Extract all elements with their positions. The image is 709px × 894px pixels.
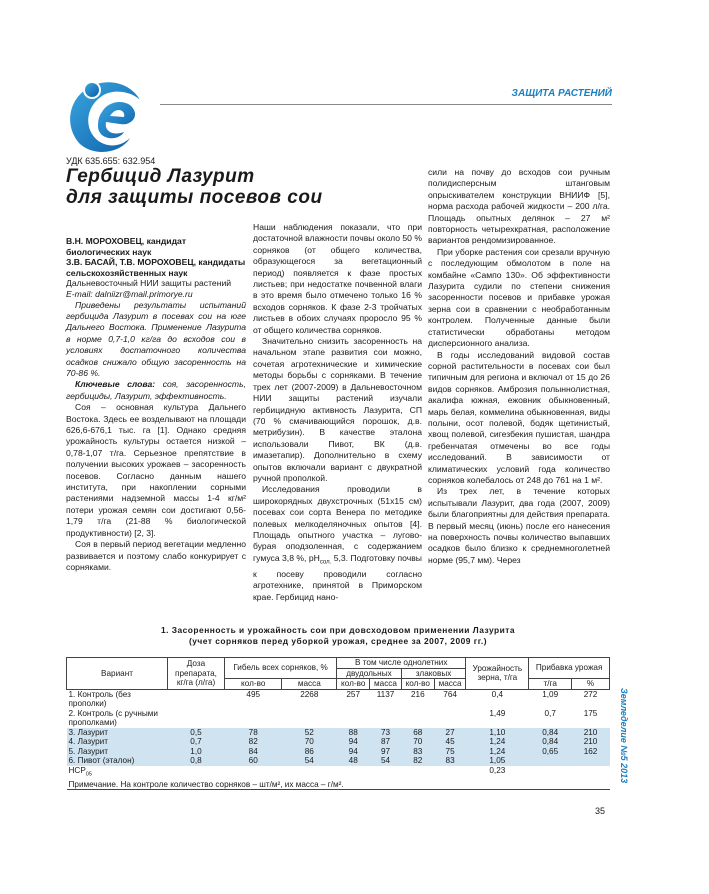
header-mass: масса bbox=[434, 679, 465, 690]
title-line-2: для защиты посевов сои bbox=[66, 187, 323, 208]
section-title: ЗАЩИТА РАСТЕНИЙ bbox=[511, 88, 612, 99]
col2-paragraph-3 bbox=[253, 484, 422, 603]
cell-mc-count: 83 bbox=[401, 747, 434, 757]
table-caption-line-2: (учет сорняков перед уборкой урожая, среднее за 2007, 2009 гг.) bbox=[188, 636, 488, 646]
cell-d-mass: 54 bbox=[282, 756, 337, 766]
column-2 bbox=[253, 222, 422, 603]
hcp-subscript: 05 bbox=[85, 771, 92, 778]
author-email: E-mail: dalniizr@mail.primorye.ru bbox=[66, 288, 193, 299]
table-note: Примечание. На контроле количество сорняков – шт/м², их масса – г/м². bbox=[67, 780, 610, 790]
header-tha: т/га bbox=[529, 679, 572, 690]
cell-mc-mass: 75 bbox=[434, 747, 465, 757]
cell-dc-count: 94 bbox=[337, 747, 370, 757]
cell-d-mass: 86 bbox=[282, 747, 337, 757]
abstract: Приведены результаты испытаний гербицида Лазурит в посевах сои на юге Дальнего Востока. Применение Лазурита в норме 0,7-1,0 кг/га до всходов сои в условиях достаточного количества осадков снижало общую засоренность на 70-86 %. bbox=[66, 299, 246, 378]
cell-mc-mass: 764 bbox=[443, 689, 457, 699]
table-row bbox=[67, 709, 610, 728]
ph-subscript: сол. bbox=[319, 559, 332, 566]
cell-dc-mass: 1137 bbox=[376, 689, 395, 699]
results-table bbox=[66, 657, 610, 790]
keywords-text: соя, засоренность, гербициды, Лазурит, эффективность. bbox=[66, 379, 246, 401]
cell-d-mass bbox=[282, 709, 337, 728]
page-number: 35 bbox=[595, 806, 606, 816]
header-yield: Урожайность зерна, т/га bbox=[466, 658, 529, 690]
cell-dose bbox=[168, 709, 225, 728]
cell-mc-mass: 45 bbox=[434, 737, 465, 747]
cell-variant: 1. Контроль (без прополки) bbox=[68, 689, 131, 708]
cell-mc-count: 82 bbox=[401, 756, 434, 766]
cell-mc-count bbox=[401, 709, 434, 728]
cell-dc-count bbox=[337, 709, 370, 728]
cell-d-count: 82 bbox=[225, 737, 282, 747]
cell-d-count: 78 bbox=[225, 728, 282, 738]
header-increase: Прибавка урожая bbox=[529, 658, 610, 679]
article-title bbox=[66, 166, 323, 208]
col2-paragraph-2: Значительно снизить засоренность на начальном этапе развития сои можно, сочетая агротехнические и химические методы борьбы с сорняками. В течение трех лет (2007-2009) в Дальневосточном НИИ защиты растений изучали гербицидную активность Лазурита, СП (70 % смачивающийся порошок, д.в. метрибузин). В качестве эталона использовали Пивот, ВК (д.в. имазетапир). Дополнительно в схему опытов включали вариант с двукратной ручной прополкой. bbox=[253, 336, 422, 483]
cell-inc-t: 0,7 bbox=[544, 708, 556, 718]
table-caption-line-1: 1. Засоренность и урожайность сои при довсходовом применении Лазурита bbox=[160, 625, 516, 635]
cell-dc-mass: 97 bbox=[370, 747, 401, 757]
authors-line-1: В.Н. МОРОХОВЕЦ, кандидат биологических наук bbox=[66, 236, 187, 257]
cell-yield: 1,24 bbox=[466, 747, 529, 757]
cell-dc-mass bbox=[370, 709, 401, 728]
table-caption bbox=[66, 625, 610, 647]
section-divider bbox=[160, 104, 612, 105]
cell-d-count: 84 bbox=[225, 747, 282, 757]
cell-inc-p: 162 bbox=[572, 747, 610, 757]
cell-mc-mass: 27 bbox=[434, 728, 465, 738]
hcp-label-text: НСР bbox=[68, 765, 86, 775]
header-count: кол-во bbox=[401, 679, 434, 690]
header-monocot: злаковых bbox=[401, 668, 466, 679]
cell-inc-t: 0,65 bbox=[529, 747, 572, 757]
keywords-label: Ключевые слова: bbox=[75, 379, 156, 390]
header-dose: Доза препарата, кг/га (л/га) bbox=[168, 658, 225, 690]
hcp-label bbox=[67, 766, 168, 780]
cell-inc-p: 175 bbox=[583, 708, 598, 718]
col1-paragraph-2: Соя в первый период вегетации медленно развивается и поэтому слабо конкурирует с сорняками. bbox=[66, 539, 246, 572]
col2-paragraph-1: Наши наблюдения показали, что при достаточной влажности почвы около 50 % сорняков (от общего количества, образующегося за вегетационный период) появляется к фазе простых листьев; при недостатке почвенной влаги в это время было отмечено только 16 % всходов сорняков. К фазе 2-3 тройчатых листьев в обоих случаях проросло 95 % от общего количества сорняков. bbox=[253, 222, 422, 335]
cell-yield: 0,4 bbox=[491, 689, 504, 699]
header-mass: масса bbox=[370, 679, 401, 690]
cell-d-count bbox=[225, 709, 282, 728]
cell-mc-count: 68 bbox=[401, 728, 434, 738]
cell-dc-count: 88 bbox=[337, 728, 370, 738]
cell-dc-mass: 54 bbox=[370, 756, 401, 766]
cell-dc-count: 257 bbox=[346, 689, 361, 699]
cell-inc-p: 272 bbox=[583, 689, 598, 699]
col3-paragraph-3: В годы исследований видовой состав сорной растительности в посевах сои был типичным для региона и включал от 15 до 26 видов сорняков. Амброзия полыннолистная, акалифа южная, ежовник обыкновенный, марь белая, коммелина обыкновенная, виды полыни, осот полевой, бодяк щетинистый, хвощ полевой, сигезбекия пушистая, шандра гребенчатая отмечены во все годы исследований. В зависимости от климатических условий года количество сорняков колебалось от 248 до 761 на 1 м². bbox=[428, 349, 610, 485]
cell-d-mass: 52 bbox=[282, 728, 337, 738]
table-row bbox=[67, 737, 610, 747]
cell-variant: 5. Лазурит bbox=[67, 747, 168, 757]
cell-yield: 1,49 bbox=[489, 708, 506, 718]
journal-name: Земледелие №5 2013 bbox=[619, 688, 629, 784]
col3-paragraph-1: сили на почву до всходов сои ручным полидисперсным штанговым опрыскивателем конструкции ВНИИФ [5], норма расхода рабочей жидкости – 200 л/га. Площадь опытных делянок – 27 м² повторность четырехкратная, расположение вариантов рендомизированное. bbox=[428, 167, 610, 246]
cell-mc-count: 70 bbox=[401, 737, 434, 747]
col1-paragraph-1: Соя – основная культура Дальнего Востока. Здесь ее возделывают на площади 626,6-676,1 тыс. га [1]. Однако средняя урожайность культуры остается низкой – 0,78-1,07 т/га. Серьезное препятствие в получении высоких урожаев – засоренность посевов. Согласно данным нашего института, при накоплении сорными растениями надземной массы 1-4 кг/м² потери урожая семян сои достигают 0,56-1,79 т/га (21-88 % биологической продуктивности) [2, 3]. bbox=[66, 402, 246, 538]
note-row bbox=[67, 780, 610, 790]
affiliation: Дальневосточный НИИ защиты растений bbox=[66, 278, 232, 289]
col2-p3-text-b: 5,3. Подготовку почвы к посеву проводили согласно агротехнике, принятой в Приморском крае. Гербицид нано- bbox=[253, 552, 422, 602]
table-row bbox=[67, 747, 610, 757]
authors-line-2: З.В. БАСАЙ, Т.В. МОРОХОВЕЦ, кандидаты сельскохозяйственных наук bbox=[66, 257, 246, 278]
table-row bbox=[67, 728, 610, 738]
cell-dc-mass: 87 bbox=[370, 737, 401, 747]
column-1 bbox=[66, 236, 246, 573]
cell-dc-count: 94 bbox=[337, 737, 370, 747]
cell-inc-t: 0,84 bbox=[529, 728, 572, 738]
cell-d-count: 60 bbox=[225, 756, 282, 766]
cell-variant: 4. Лазурит bbox=[67, 737, 168, 747]
header-variant: Вариант bbox=[67, 658, 168, 690]
title-line-1: Гербицид Лазурит bbox=[66, 166, 255, 187]
udk-code: УДК 635.655: 632.954 bbox=[66, 156, 156, 166]
cell-dc-count: 48 bbox=[337, 756, 370, 766]
cell-dose: 0,8 bbox=[168, 756, 225, 766]
col3-paragraph-4: Из трех лет, в течение которых испытывали Лазурит, два года (2007, 2009) были благоприятны для действия препарата. В первый месяц (июнь) после его нанесения на поверхность почвы количество выпавших осадков было близко к среднемноголетней норме (95,7 мм). Через bbox=[428, 486, 610, 565]
cell-variant: 3. Лазурит bbox=[67, 728, 168, 738]
cell-inc-t: 0,84 bbox=[529, 737, 572, 747]
header-dicot: двудольных bbox=[337, 668, 402, 679]
journal-logo-icon bbox=[62, 72, 154, 160]
cell-variant: 2. Контроль (с ручными прополками) bbox=[68, 708, 158, 727]
header-death: Гибель всех сорняков, % bbox=[225, 658, 337, 679]
cell-inc-p: 210 bbox=[572, 728, 610, 738]
hcp-value: 0,23 bbox=[489, 765, 506, 775]
header-mass: масса bbox=[282, 679, 337, 690]
cell-yield: 1,10 bbox=[466, 728, 529, 738]
cell-yield: 1,05 bbox=[466, 756, 529, 766]
header-annual: В том числе однолетних bbox=[337, 658, 466, 669]
header-count: кол-во bbox=[225, 679, 282, 690]
table-row bbox=[67, 756, 610, 766]
col3-paragraph-2: При уборке растения сои срезали вручную с последующим обмолотом в поле на комбайне «Сампо 130». Об эффективности Лазурита судили по степени снижения засоренности посевов и прибавке урожая зерна сои в сравнении с необработанным контролем. Полученные данные были статистически обработаны методом дисперсионного анализа. bbox=[428, 246, 610, 349]
journal-side-label bbox=[615, 688, 629, 812]
col2-p3-text: Исследования проводили в широкорядных двухстрочных (51х15 см) посевах сои сорта Венера по методике полевых мелкоделяночных опытов [4]. Площадь опытного участка – лугово-бурая оподзоленная, с содержанием гумуса 3,8 %, pH bbox=[253, 484, 422, 563]
keywords bbox=[66, 379, 246, 402]
cell-inc-t bbox=[529, 756, 572, 766]
cell-yield: 1,24 bbox=[466, 737, 529, 747]
cell-inc-p bbox=[572, 756, 610, 766]
cell-dose bbox=[168, 689, 225, 709]
header-pct: % bbox=[572, 679, 610, 690]
cell-mc-mass: 83 bbox=[434, 756, 465, 766]
cell-d-mass: 70 bbox=[282, 737, 337, 747]
cell-dose: 0,7 bbox=[168, 737, 225, 747]
cell-d-count: 495 bbox=[246, 689, 261, 699]
cell-mc-count: 216 bbox=[410, 689, 425, 699]
cell-dose: 1,0 bbox=[168, 747, 225, 757]
hcp-row bbox=[67, 766, 610, 780]
cell-inc-p: 210 bbox=[572, 737, 610, 747]
cell-variant: 6. Пивот (эталон) bbox=[67, 756, 168, 766]
cell-dc-mass: 73 bbox=[370, 728, 401, 738]
cell-mc-mass bbox=[434, 709, 465, 728]
cell-inc-t: 1,09 bbox=[542, 689, 559, 699]
cell-d-mass: 2268 bbox=[300, 689, 319, 699]
column-3 bbox=[428, 167, 610, 566]
table-row bbox=[67, 689, 610, 709]
table-header-row bbox=[67, 658, 610, 669]
header-count: кол-во bbox=[337, 679, 370, 690]
cell-dose: 0,5 bbox=[168, 728, 225, 738]
